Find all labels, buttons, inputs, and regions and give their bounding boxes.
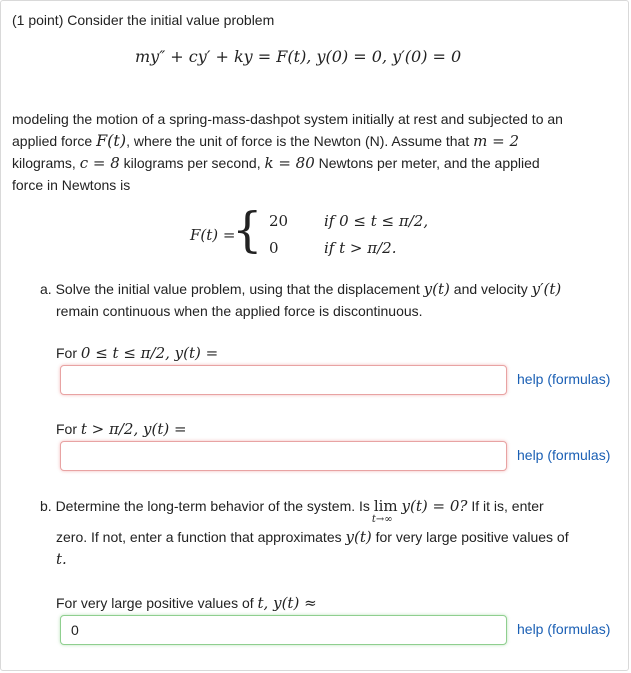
part-b-text-segment: for very large positive values of — [375, 529, 569, 545]
lim-text: lim — [373, 497, 398, 515]
answer-2-input[interactable] — [60, 441, 507, 471]
desc-text: Newtons per meter, and the applied — [318, 155, 540, 171]
part-b-line-3: t. — [56, 550, 67, 568]
part-a-line-2: remain continuous when the applied force is discontinuous. — [56, 303, 423, 319]
case-1-value: 20 — [269, 212, 289, 230]
velocity-symbol: y′(t) — [531, 280, 562, 298]
spring-constant-value: k = 80 — [264, 154, 315, 172]
part-a-line-1 — [40, 278, 561, 300]
piecewise-lhs: F(t) = — [190, 226, 236, 244]
desc-line-2 — [12, 130, 624, 152]
points-label: (1 point) — [12, 12, 64, 28]
mass-value: m = 2 — [473, 132, 520, 150]
displacement-symbol: y(t) — [345, 528, 372, 546]
problem-header — [12, 12, 274, 28]
desc-line-4: force in Newtons is — [12, 177, 131, 193]
part-b-line-2 — [56, 528, 569, 546]
force-symbol: F(t) — [96, 131, 127, 150]
problem-description — [12, 108, 624, 196]
case-1-condition: if 0 ≤ t ≤ π/2, — [324, 212, 429, 230]
label-math: 0 ≤ t ≤ π/2, y(t) = — [80, 344, 219, 362]
label-math: t, y(t) ≈ — [257, 594, 317, 612]
part-b-text-segment: zero. If not, enter a function that approximates — [56, 529, 342, 545]
part-b-text-segment: b. Determine the long-term behavior of the system. Is — [40, 498, 370, 514]
piecewise-brace: { — [232, 202, 263, 258]
answer-1-label — [56, 344, 218, 362]
desc-text: kilograms, — [12, 155, 76, 171]
case-2-value: 0 — [269, 239, 279, 257]
label-math: t > π/2, y(t) = — [80, 420, 187, 438]
part-a-text — [40, 278, 561, 322]
answer-1-input[interactable] — [60, 365, 507, 395]
damping-value: c = 8 — [79, 154, 120, 172]
part-b-line-1 — [40, 497, 544, 525]
intro-text: Consider the initial value problem — [67, 12, 275, 28]
displacement-symbol: y(t) — [423, 280, 450, 298]
help-formulas-link-3[interactable]: help (formulas) — [517, 621, 611, 637]
part-a-text-segment: a. Solve the initial value problem, using that the displacement — [40, 281, 420, 297]
limit-expression: y(t) = 0? — [401, 497, 468, 515]
limit-operator — [371, 497, 398, 525]
answer-3-input[interactable] — [60, 615, 507, 645]
lim-subscript: t→∞ — [371, 514, 393, 525]
answer-2-label — [56, 420, 187, 438]
part-a-text-segment: and velocity — [453, 281, 528, 297]
label-text: For — [56, 345, 77, 361]
desc-line-3 — [12, 152, 624, 174]
case-2-condition: if t > π/2. — [324, 239, 397, 257]
desc-text: kilograms per second, — [123, 155, 261, 171]
help-formulas-link-2[interactable]: help (formulas) — [517, 447, 611, 463]
desc-line-1: modeling the motion of a spring-mass-dashpot system initially at rest and subjected to an — [12, 111, 563, 127]
label-text: For very large positive values of — [56, 595, 254, 611]
desc-text: , where the unit of force is the Newton (N). Assume that — [126, 133, 470, 149]
ivp-equation: my″ + cy′ + ky = F(t), y(0) = 0, y′(0) = 0 — [135, 47, 462, 66]
part-b-text-segment: If it is, enter — [471, 498, 544, 514]
answer-3-label — [56, 594, 317, 612]
desc-text: applied force — [12, 133, 93, 149]
label-text: For — [56, 421, 77, 437]
help-formulas-link-1[interactable]: help (formulas) — [517, 371, 611, 387]
